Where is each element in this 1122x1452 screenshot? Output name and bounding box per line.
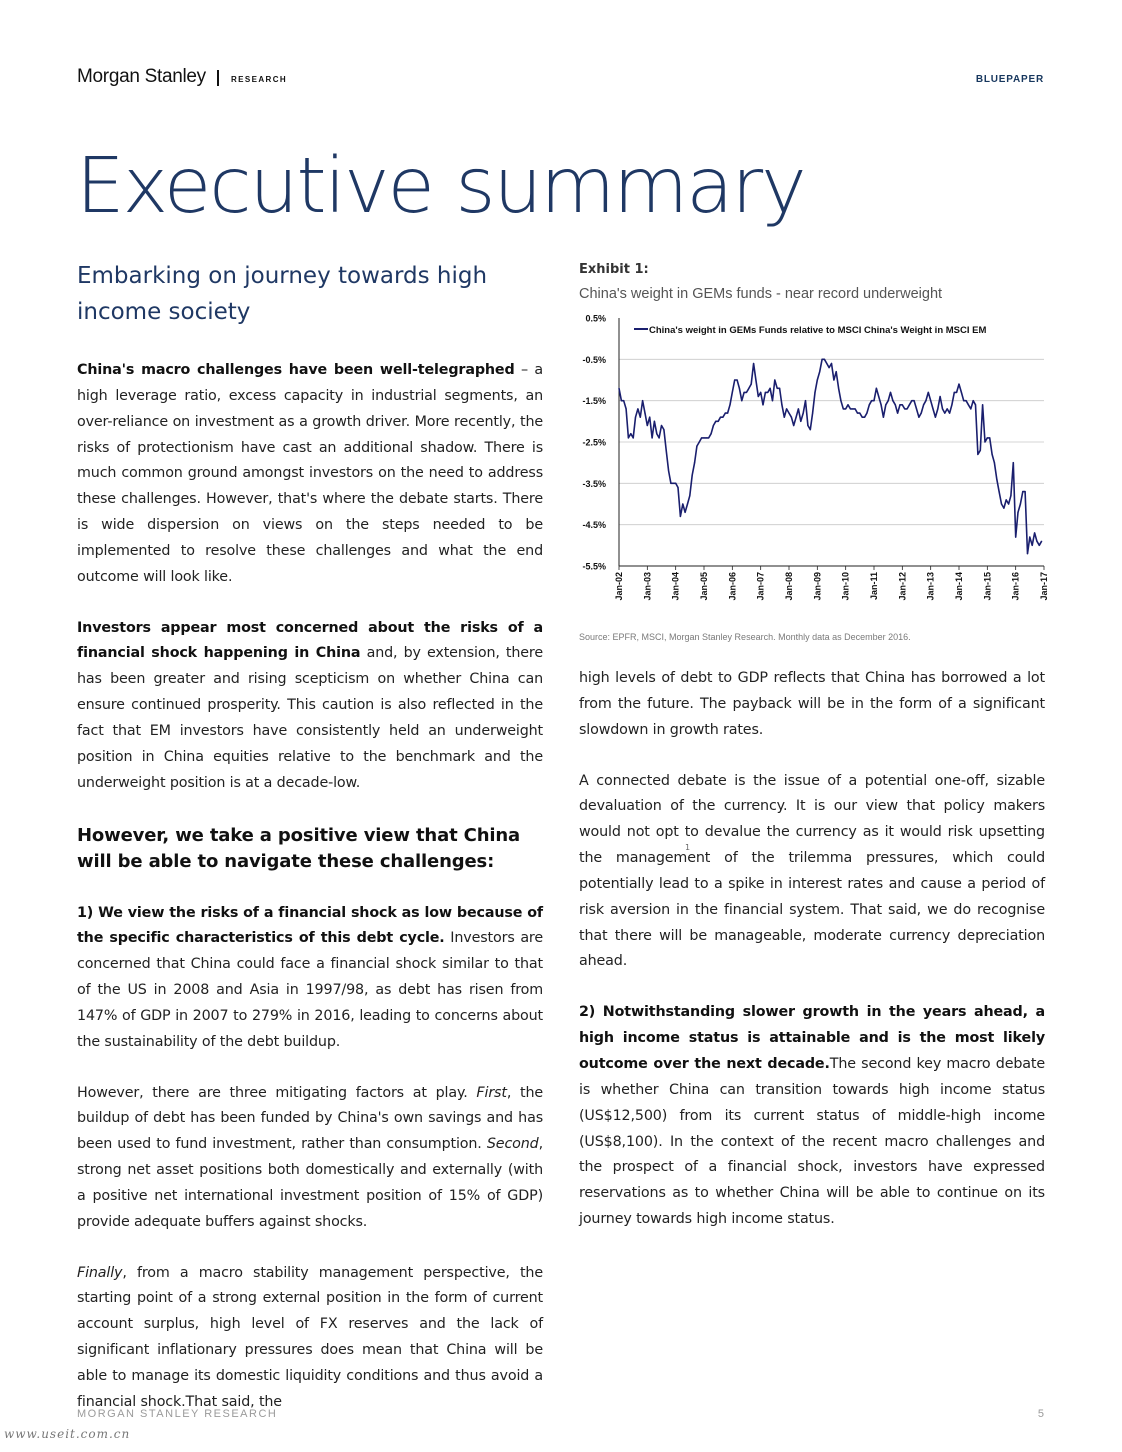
data-point [944, 412, 945, 413]
data-point [651, 437, 652, 438]
data-point [965, 400, 966, 401]
data-point [942, 408, 943, 409]
data-point [744, 392, 745, 393]
data-point [824, 359, 825, 360]
data-point [1017, 512, 1018, 513]
data-point [673, 483, 674, 484]
data-point [753, 363, 754, 364]
data-point [814, 392, 815, 393]
paragraph-3 [77, 901, 543, 1056]
data-point [793, 425, 794, 426]
paragraph-2 [77, 616, 543, 797]
data-point [708, 437, 709, 438]
data-point [921, 412, 922, 413]
paragraph-2-lead: Investors appear most concerned about the risks of a financial shock happening in China [77, 619, 543, 662]
data-point [850, 408, 851, 409]
y-tick-label: -2.5% [582, 437, 606, 448]
data-point [625, 408, 626, 409]
data-point [656, 433, 657, 434]
brand-divider [217, 70, 219, 86]
data-point [770, 388, 771, 389]
data-point [788, 412, 789, 413]
x-tick-label: Jan-05 [699, 572, 709, 601]
data-point [984, 441, 985, 442]
data-point [633, 437, 634, 438]
data-point [847, 404, 848, 405]
x-tick-label: Jan-07 [755, 572, 766, 601]
data-point [843, 408, 844, 409]
data-point [852, 408, 853, 409]
right-paragraph-1: high levels of debt to GDP reflects that China has borrowed a lot from the future. The payback will be in the form of a significant slowdown in growth rates. [579, 670, 1045, 738]
data-point [975, 404, 976, 405]
data-point [954, 392, 955, 393]
data-point [1022, 491, 1023, 492]
paragraph-5-text: , from a macro stability management perspective, the starting point of a strong external position in the form of current account surplus, high level of FX reserves and the lack of significant inflationary pressures does mean that China will be able to manage its domestic liquidity conditions and thus avoid a financial shock.That said, the [77, 1264, 543, 1410]
paragraph-5-finally: Finally [77, 1264, 123, 1281]
data-point [635, 417, 636, 418]
data-point [618, 388, 619, 389]
page-number: 5 [1037, 1408, 1044, 1420]
data-point [930, 400, 931, 401]
data-point [956, 392, 957, 393]
data-point [1039, 545, 1040, 546]
data-point [989, 437, 990, 438]
paragraph-3-text: Investors are concerned that China could face a financial shock similar to that of the US in 2008 and Asia in 1997/98, as debt has risen from 147% of GDP in 2007 to 279% in 2016, leading to concerns about the sustainability of the debt buildup. [77, 930, 543, 1050]
paragraph-1-text: – a high leverage ratio, excess capacity in industrial segments, an over-reliance on investment as a growth driver. More recently, the risks of protectionism have cast an additional shadow. There is much common ground amongst investors on the need to address these challenges. However, that's where the debate starts. There is wide dispersion on views on the steps needed to be implemented to resolve these challenges and what the end outcome will look like. [77, 362, 543, 585]
data-point [928, 392, 929, 393]
exhibit-source: Source: EPFR, MSCI, Morgan Stanley Research. Monthly data as December 2016. [579, 632, 911, 642]
data-point [694, 462, 695, 463]
footnote-marker: 1 [685, 843, 691, 852]
x-tick-label: Jan-10 [840, 572, 851, 601]
data-point [781, 404, 782, 405]
data-point [720, 417, 721, 418]
data-point [963, 400, 964, 401]
data-point [999, 491, 1000, 492]
data-point [909, 404, 910, 405]
paragraph-4-text-a: However, there are three mitigating factors at play. [77, 1084, 477, 1101]
data-point [987, 437, 988, 438]
data-point [1010, 495, 1011, 496]
data-point [661, 425, 662, 426]
data-point [741, 400, 742, 401]
data-point [644, 412, 645, 413]
data-point [855, 408, 856, 409]
data-point [968, 404, 969, 405]
data-point [873, 400, 874, 401]
data-point [1001, 503, 1002, 504]
data-point [786, 408, 787, 409]
data-point [840, 400, 841, 401]
data-point [845, 408, 846, 409]
data-point [682, 503, 683, 504]
x-tick-label: Jan-02 [614, 572, 624, 601]
footer-label: MORGAN STANLEY RESEARCH [77, 1408, 278, 1420]
x-tick-label: Jan-06 [727, 572, 738, 601]
data-point [715, 421, 716, 422]
right-paragraph-3 [579, 1000, 1045, 1233]
data-point [831, 363, 832, 364]
y-tick-label: 0.5% [585, 313, 606, 324]
data-point [914, 400, 915, 401]
paragraph-4 [77, 1081, 543, 1236]
y-tick-label: -5.5% [582, 561, 606, 572]
data-point [710, 433, 711, 434]
x-tick-label: Jan-09 [812, 572, 823, 601]
data-point [727, 412, 728, 413]
data-point [699, 441, 700, 442]
data-point [880, 404, 881, 405]
data-point [1032, 545, 1033, 546]
x-tick-label: Jan-04 [670, 572, 681, 601]
paragraph-4-second: Second [486, 1136, 539, 1153]
data-point [805, 400, 806, 401]
paragraph-1-lead: China's macro challenges have been well-telegraphed [77, 362, 515, 378]
data-point [897, 412, 898, 413]
data-point [826, 363, 827, 364]
brand-logo: Morgan Stanley [77, 66, 206, 87]
data-point [885, 404, 886, 405]
data-point [680, 516, 681, 517]
data-point [685, 512, 686, 513]
data-point [706, 437, 707, 438]
data-point [1025, 491, 1026, 492]
data-point [949, 412, 950, 413]
data-point [732, 392, 733, 393]
data-point [821, 359, 822, 360]
data-point [779, 388, 780, 389]
watermark: www.useit.com.cn [4, 1427, 131, 1441]
paragraph-4-text-e: , strong net asset positions both domestically and externally (with a positive net international investment position of 15% of GDP) provide adequate buffers against shocks. [77, 1136, 543, 1230]
data-point [859, 412, 860, 413]
data-point [623, 400, 624, 401]
data-point [1036, 541, 1037, 542]
data-point [647, 425, 648, 426]
data-point [640, 417, 641, 418]
data-point [883, 417, 884, 418]
data-point [1003, 508, 1004, 509]
data-point [765, 392, 766, 393]
data-point [862, 417, 863, 418]
chart-x-ticks [614, 566, 1049, 601]
y-tick-label: -4.5% [582, 520, 606, 531]
data-point [1006, 499, 1007, 500]
paragraph-3-lead: 1) We view the risks of a financial shock as low because of the specific characteristics of this debt cycle. [77, 904, 543, 947]
data-point [774, 379, 775, 380]
exhibit-label: Exhibit 1: [579, 262, 649, 277]
data-point [925, 400, 926, 401]
data-point [670, 483, 671, 484]
data-point [689, 495, 690, 496]
data-point [902, 404, 903, 405]
left-column [77, 358, 543, 1416]
data-point [996, 479, 997, 480]
data-point [810, 429, 811, 430]
data-point [951, 404, 952, 405]
data-point [1013, 462, 1014, 463]
data-point [692, 474, 693, 475]
data-point [663, 429, 664, 430]
data-point [973, 400, 974, 401]
data-point [899, 404, 900, 405]
subheading: Embarking on journey towards high income society [77, 263, 488, 325]
right-paragraph-3-lead: 2) Notwithstanding slower growth in the years ahead, a high income status is attainable and is the most likely outcome over the next decade. [579, 1004, 1045, 1072]
data-point [864, 417, 865, 418]
data-point [911, 400, 912, 401]
data-point [1041, 541, 1042, 542]
paragraph-4-text-c: , the buildup of debt has been funded by China's own savings and has been used to fund investment, rather than consumption. [77, 1084, 543, 1153]
data-point [637, 408, 638, 409]
data-point [758, 396, 759, 397]
paragraph-5 [77, 1261, 543, 1416]
x-tick-label: Jan-13 [925, 572, 936, 601]
data-point [713, 425, 714, 426]
data-point [703, 437, 704, 438]
data-point [980, 450, 981, 451]
data-point [654, 421, 655, 422]
data-point [800, 421, 801, 422]
data-point [722, 417, 723, 418]
exhibit-title: China's weight in GEMs funds - near record underweight [579, 286, 943, 302]
data-point [1015, 536, 1016, 537]
data-point [767, 392, 768, 393]
data-point [940, 396, 941, 397]
x-tick-label: Jan-03 [642, 572, 653, 601]
data-point [836, 371, 837, 372]
data-point [649, 417, 650, 418]
data-point [621, 400, 622, 401]
data-point [784, 417, 785, 418]
data-point [829, 367, 830, 368]
data-point [961, 392, 962, 393]
data-point [970, 408, 971, 409]
section-heading: However, we take a positive view that China will be able to navigate these challenges: [77, 824, 521, 872]
data-point [755, 379, 756, 380]
paragraph-4-first: First [476, 1084, 507, 1101]
data-point [982, 404, 983, 405]
data-point [807, 425, 808, 426]
chart-legend [634, 325, 986, 336]
y-tick-label: -3.5% [582, 478, 606, 489]
data-point [932, 408, 933, 409]
data-point [725, 412, 726, 413]
data-point [746, 392, 747, 393]
x-tick-label: Jan-14 [954, 572, 964, 601]
data-point [696, 446, 697, 447]
data-point [762, 404, 763, 405]
data-point [795, 417, 796, 418]
data-point [871, 400, 872, 401]
data-point [687, 503, 688, 504]
data-point [659, 437, 660, 438]
data-point [833, 379, 834, 380]
data-point [751, 384, 752, 385]
data-point [642, 400, 643, 401]
data-point [677, 487, 678, 488]
data-point [918, 417, 919, 418]
data-point [791, 417, 792, 418]
data-point [718, 421, 719, 422]
data-point [876, 388, 877, 389]
paragraph-1 [77, 358, 543, 591]
data-point [916, 408, 917, 409]
data-point [803, 412, 804, 413]
data-point [904, 408, 905, 409]
data-point [729, 404, 730, 405]
data-point [772, 400, 773, 401]
data-point [923, 404, 924, 405]
data-point [630, 433, 631, 434]
data-point [1034, 532, 1035, 533]
data-point [991, 454, 992, 455]
data-point [895, 404, 896, 405]
brand-section-label: RESEARCH [231, 75, 288, 84]
paragraph-2-text: and, by extension, there has been greater and rising scepticism on whether China can ensure continued prosperity. This caution is also reflected in the fact that EM investors have consistently held an underweight position in China equities relative to the benchmark and the underweight position is at a decade-low. [77, 645, 543, 791]
exhibit-chart [575, 308, 1050, 626]
x-tick-label: Jan-15 [982, 572, 993, 601]
data-point [748, 388, 749, 389]
x-tick-label: Jan-12 [897, 572, 908, 601]
data-point [892, 400, 893, 401]
data-point [838, 388, 839, 389]
data-point [668, 470, 669, 471]
data-point [812, 412, 813, 413]
x-tick-label: Jan-11 [869, 572, 879, 601]
x-tick-label: Jan-17 [1039, 572, 1049, 601]
data-point [798, 408, 799, 409]
chart-y-ticks [582, 314, 606, 572]
data-point [947, 408, 948, 409]
data-point [760, 392, 761, 393]
data-point [628, 437, 629, 438]
data-point [734, 379, 735, 380]
data-point [777, 388, 778, 389]
right-paragraph-2: A connected debate is the issue of a potential one-off, sizable devaluation of the currency. It is our view that policy makers would not opt to devalue the currency as it would risk upsetting the management of the trilemma pressures, which could potentially lead to a spike in interest rates and cause a period of risk aversion in the financial system. That said, we do recognise that there will be manageable, moderate currency depreciation ahead. [579, 772, 1045, 970]
data-point [817, 379, 818, 380]
y-tick-label: -0.5% [582, 354, 606, 365]
data-point [937, 408, 938, 409]
data-point [1027, 553, 1028, 554]
x-tick-label: Jan-08 [784, 572, 794, 601]
data-point [890, 392, 891, 393]
data-point [977, 454, 978, 455]
data-point [994, 462, 995, 463]
data-point [866, 412, 867, 413]
data-point [869, 404, 870, 405]
data-point [739, 388, 740, 389]
y-tick-label: -1.5% [582, 396, 606, 407]
data-point [675, 483, 676, 484]
legend-label: China's weight in GEMs Funds relative to MSCI China's Weight in MSCI EM [649, 325, 987, 336]
page-title: Executive summary [76, 142, 805, 231]
data-point [906, 408, 907, 409]
data-point [857, 412, 858, 413]
data-point [701, 437, 702, 438]
data-point [935, 417, 936, 418]
data-point [1029, 536, 1030, 537]
data-point [1008, 503, 1009, 504]
x-tick-label: Jan-16 [1010, 572, 1021, 601]
data-point [878, 396, 879, 397]
data-point [958, 384, 959, 385]
data-point [666, 450, 667, 451]
right-column [579, 666, 1045, 1233]
data-point [819, 371, 820, 372]
bluepaper-badge: BLUEPAPER [975, 74, 1044, 85]
data-point [888, 400, 889, 401]
data-point [1020, 503, 1021, 504]
data-point [736, 379, 737, 380]
right-paragraph-3-text: The second key macro debate is whether China can transition towards high income status (US$12,500) from its current status of middle-high income (US$8,100). In the context of the recent macro challenges and the prospect of a financial shock, investors have expressed reservations as to whether China will be able to continue on its journey towards high income status. [579, 1055, 1045, 1228]
